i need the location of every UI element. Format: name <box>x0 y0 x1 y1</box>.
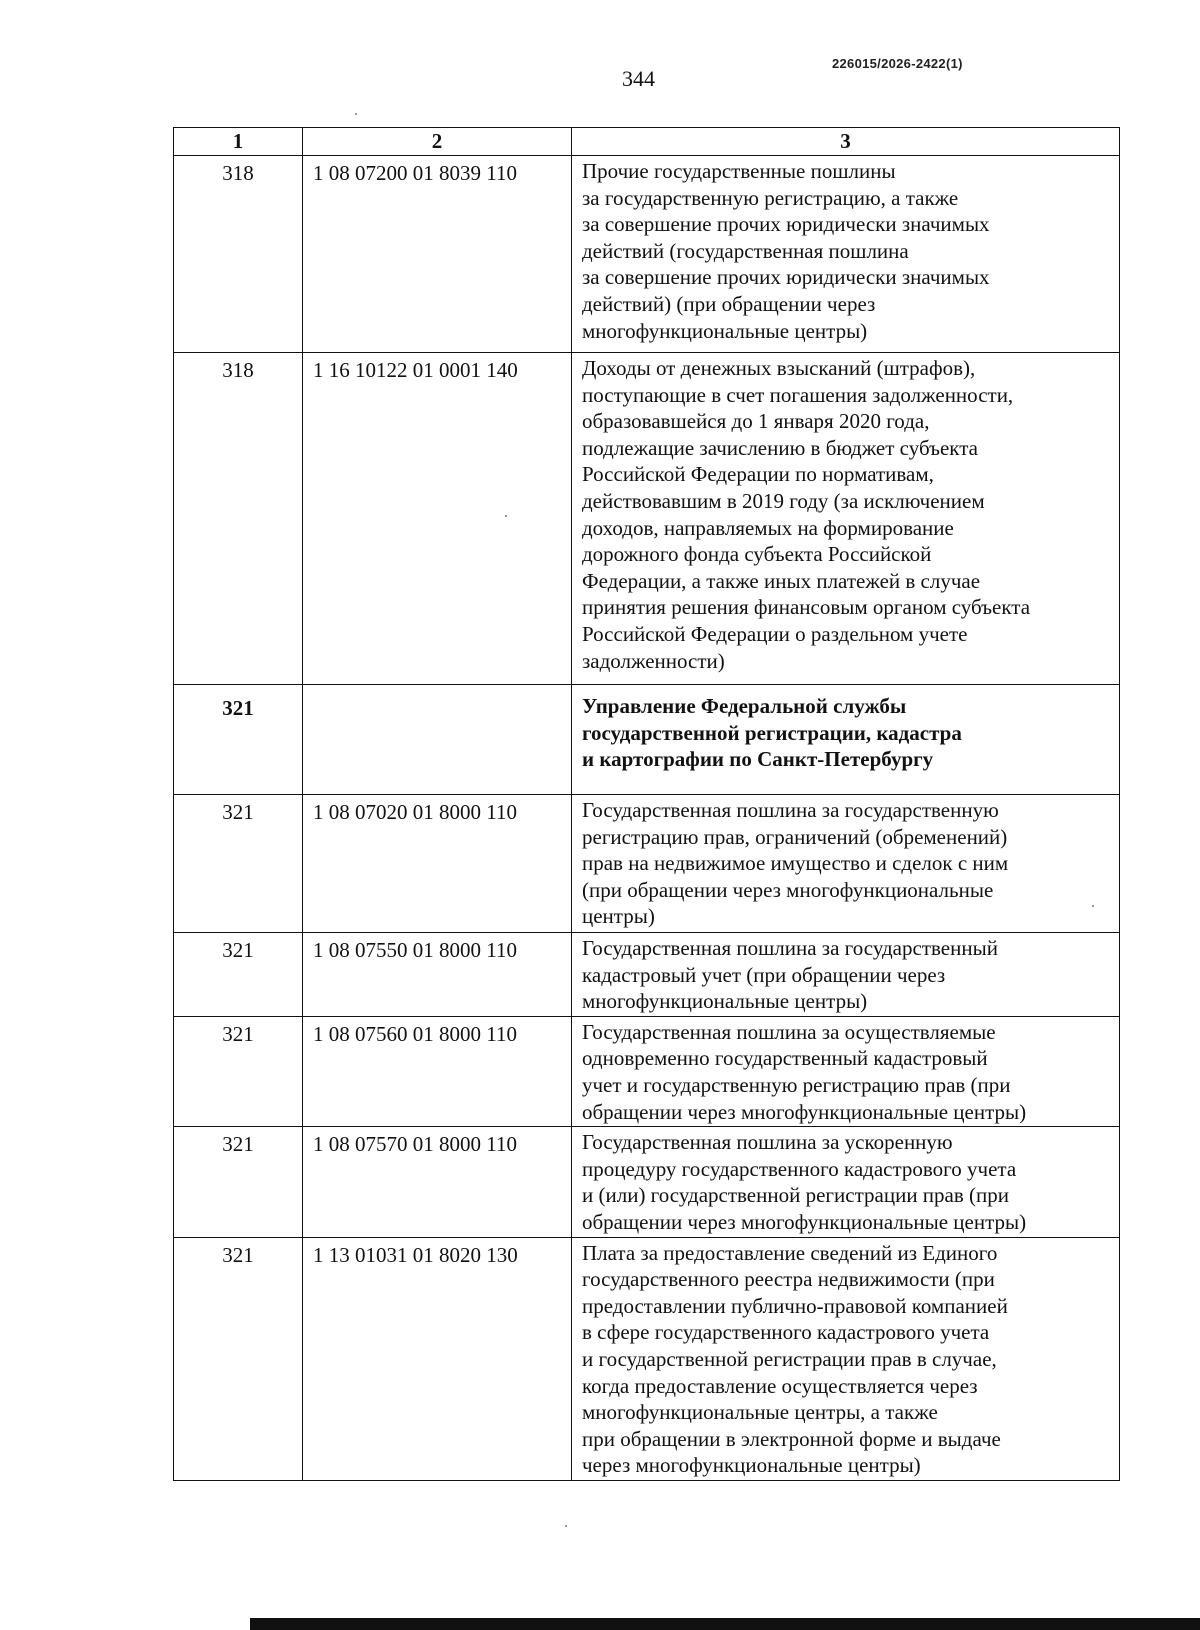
table-row <box>174 795 1120 933</box>
revenue-code: 1 08 07550 01 8000 110 <box>313 938 517 962</box>
description-line: за государственную регистрацию, а также <box>582 185 959 210</box>
document-id: 226015/2026-2422(1) <box>832 56 963 71</box>
cell-code-2 <box>303 1237 572 1480</box>
description-line: кадастровый учет (при обращении через <box>582 962 946 987</box>
description-line: поступающие в счет погашения задолженности, <box>582 382 1014 407</box>
description-line: процедуру государственного кадастрового учета <box>582 1156 1017 1181</box>
cell-description <box>572 685 1120 795</box>
description-line: предоставлении публично-правовой компанией <box>582 1293 1008 1318</box>
description-text <box>582 353 1119 675</box>
description-line: Доходы от денежных взысканий (штрафов), <box>582 356 976 380</box>
description-line: многофункциональные центры) <box>582 989 868 1014</box>
revenue-code: 1 08 07200 01 8039 110 <box>313 161 517 185</box>
cell-description <box>572 1016 1120 1126</box>
description-text <box>582 795 1119 931</box>
description-line: и государственной регистрации прав в случае, <box>582 1346 997 1371</box>
description-line: Российской Федерации о раздельном учете <box>582 621 968 646</box>
description-line: Управление Федеральной службы <box>582 694 907 718</box>
description-line: Плата за предоставление сведений из Единого <box>582 1240 998 1265</box>
cell-code-1 <box>174 795 303 933</box>
description-line: учет и государственную регистрацию прав (при <box>582 1072 1011 1097</box>
revenue-code: 1 08 07570 01 8000 110 <box>313 1132 517 1157</box>
description-line: Государственная пошлина за ускоренную <box>582 1130 953 1155</box>
admin-code: 321 <box>222 1132 254 1157</box>
description-line: за совершение прочих юридически значимых <box>582 265 990 290</box>
description-line: одновременно государственный кадастровый <box>582 1046 988 1071</box>
cell-code-1 <box>174 156 303 353</box>
description-text <box>582 1017 1119 1126</box>
description-line: регистрацию прав, ограничений (обременений) <box>582 824 1008 849</box>
description-line: Прочие государственные пошлины <box>582 159 896 183</box>
column-header-3: 3 <box>572 128 1120 156</box>
revenue-code: 1 08 07020 01 8000 110 <box>313 800 517 824</box>
description-line: подлежащие зачислению в бюджет субъекта <box>582 435 978 460</box>
cell-code-1 <box>174 685 303 795</box>
table-row <box>174 353 1120 685</box>
table-row <box>174 156 1120 353</box>
admin-code: 321 <box>222 1021 254 1046</box>
cell-description <box>572 1237 1120 1480</box>
description-line: действий) (при обращении через <box>582 291 876 316</box>
table-body <box>174 156 1120 1481</box>
description-line: Государственная пошлина за государственную <box>582 798 999 822</box>
revenue-code: 1 13 01031 01 8020 130 <box>313 1242 518 1267</box>
description-line: Российской Федерации по нормативам, <box>582 462 934 487</box>
scan-speck <box>505 515 507 517</box>
revenue-code <box>313 685 571 689</box>
cell-description <box>572 156 1120 353</box>
cell-code-2 <box>303 1127 572 1237</box>
cell-code-1 <box>174 1016 303 1126</box>
description-line: действовавшим в 2019 году (за исключением <box>582 488 985 513</box>
column-header-2: 2 <box>303 128 572 156</box>
description-text <box>582 156 1119 345</box>
description-line: при обращении в электронной форме и выдаче <box>582 1426 1001 1451</box>
scan-speck <box>565 1525 567 1527</box>
column-header-1: 1 <box>174 128 303 156</box>
admin-code: 318 <box>222 358 254 382</box>
admin-code: 321 <box>222 800 254 824</box>
scan-edge-bar <box>250 1618 1200 1630</box>
description-line: за совершение прочих юридически значимых <box>582 212 990 237</box>
description-line: доходов, направляемых на формирование <box>582 515 954 540</box>
revenue-code: 1 16 10122 01 0001 140 <box>313 358 518 382</box>
page-number: 344 <box>622 66 655 91</box>
description-line: действий (государственная пошлина <box>582 238 909 263</box>
table-row <box>174 933 1120 1017</box>
description-line: государственного реестра недвижимости (при <box>582 1267 995 1292</box>
description-text <box>582 1127 1119 1236</box>
admin-code: 321 <box>222 938 254 962</box>
cell-code-1 <box>174 1237 303 1480</box>
revenue-codes-table <box>173 127 1120 1481</box>
cell-code-2 <box>303 156 572 353</box>
description-line: принятия решения финансовым органом субъекта <box>582 595 1031 620</box>
admin-code: 321 <box>222 1242 254 1267</box>
description-line: (при обращении через многофункциональные <box>582 877 994 902</box>
description-line: и (или) государственной регистрации прав (при <box>582 1183 1010 1208</box>
table-row <box>174 1016 1120 1126</box>
description-line: через многофункциональные центры) <box>582 1453 921 1478</box>
admin-code: 318 <box>222 161 254 185</box>
description-text <box>582 685 1119 774</box>
description-line: образовавшейся до 1 января 2020 года, <box>582 409 930 434</box>
description-line: и картографии по Санкт-Петербургу <box>582 747 934 772</box>
description-text <box>582 933 1119 1016</box>
admin-code: 321 <box>222 696 254 720</box>
cell-code-1 <box>174 1127 303 1237</box>
description-line: Федерации, а также иных платежей в случае <box>582 568 981 593</box>
description-line: центры) <box>582 904 655 929</box>
description-line: когда предоставление осуществляется через <box>582 1373 978 1398</box>
cell-code-2 <box>303 795 572 933</box>
description-line: обращении через многофункциональные центры) <box>582 1099 1027 1124</box>
description-line: в сфере государственного кадастрового учета <box>582 1320 990 1345</box>
scan-speck <box>1092 905 1094 907</box>
cell-code-2 <box>303 1016 572 1126</box>
description-line: прав на недвижимое имущество и сделок с ним <box>582 851 1009 876</box>
cell-code-1 <box>174 353 303 685</box>
table-header-row <box>174 128 1120 156</box>
description-line: многофункциональные центры) <box>582 318 868 343</box>
description-line: многофункциональные центры, а также <box>582 1400 938 1425</box>
description-line: обращении через многофункциональные центры) <box>582 1209 1027 1234</box>
description-line: Государственная пошлина за осуществляемые <box>582 1019 996 1044</box>
cell-description <box>572 795 1120 933</box>
description-line: Государственная пошлина за государственный <box>582 936 998 960</box>
cell-code-1 <box>174 933 303 1017</box>
cell-code-2 <box>303 353 572 685</box>
description-line: дорожного фонда субъекта Российской <box>582 542 932 567</box>
cell-description <box>572 353 1120 685</box>
table-row <box>174 1127 1120 1237</box>
description-line: задолженности) <box>582 648 725 673</box>
revenue-code: 1 08 07560 01 8000 110 <box>313 1021 517 1046</box>
cell-description <box>572 933 1120 1017</box>
scan-speck <box>355 113 357 115</box>
description-line: государственной регистрации, кадастра <box>582 720 962 745</box>
table-header <box>174 128 1120 156</box>
table-row <box>174 1237 1120 1480</box>
description-text <box>582 1238 1119 1480</box>
table-row-header <box>174 685 1120 795</box>
cell-description <box>572 1127 1120 1237</box>
cell-code-2 <box>303 685 572 795</box>
cell-code-2 <box>303 933 572 1017</box>
